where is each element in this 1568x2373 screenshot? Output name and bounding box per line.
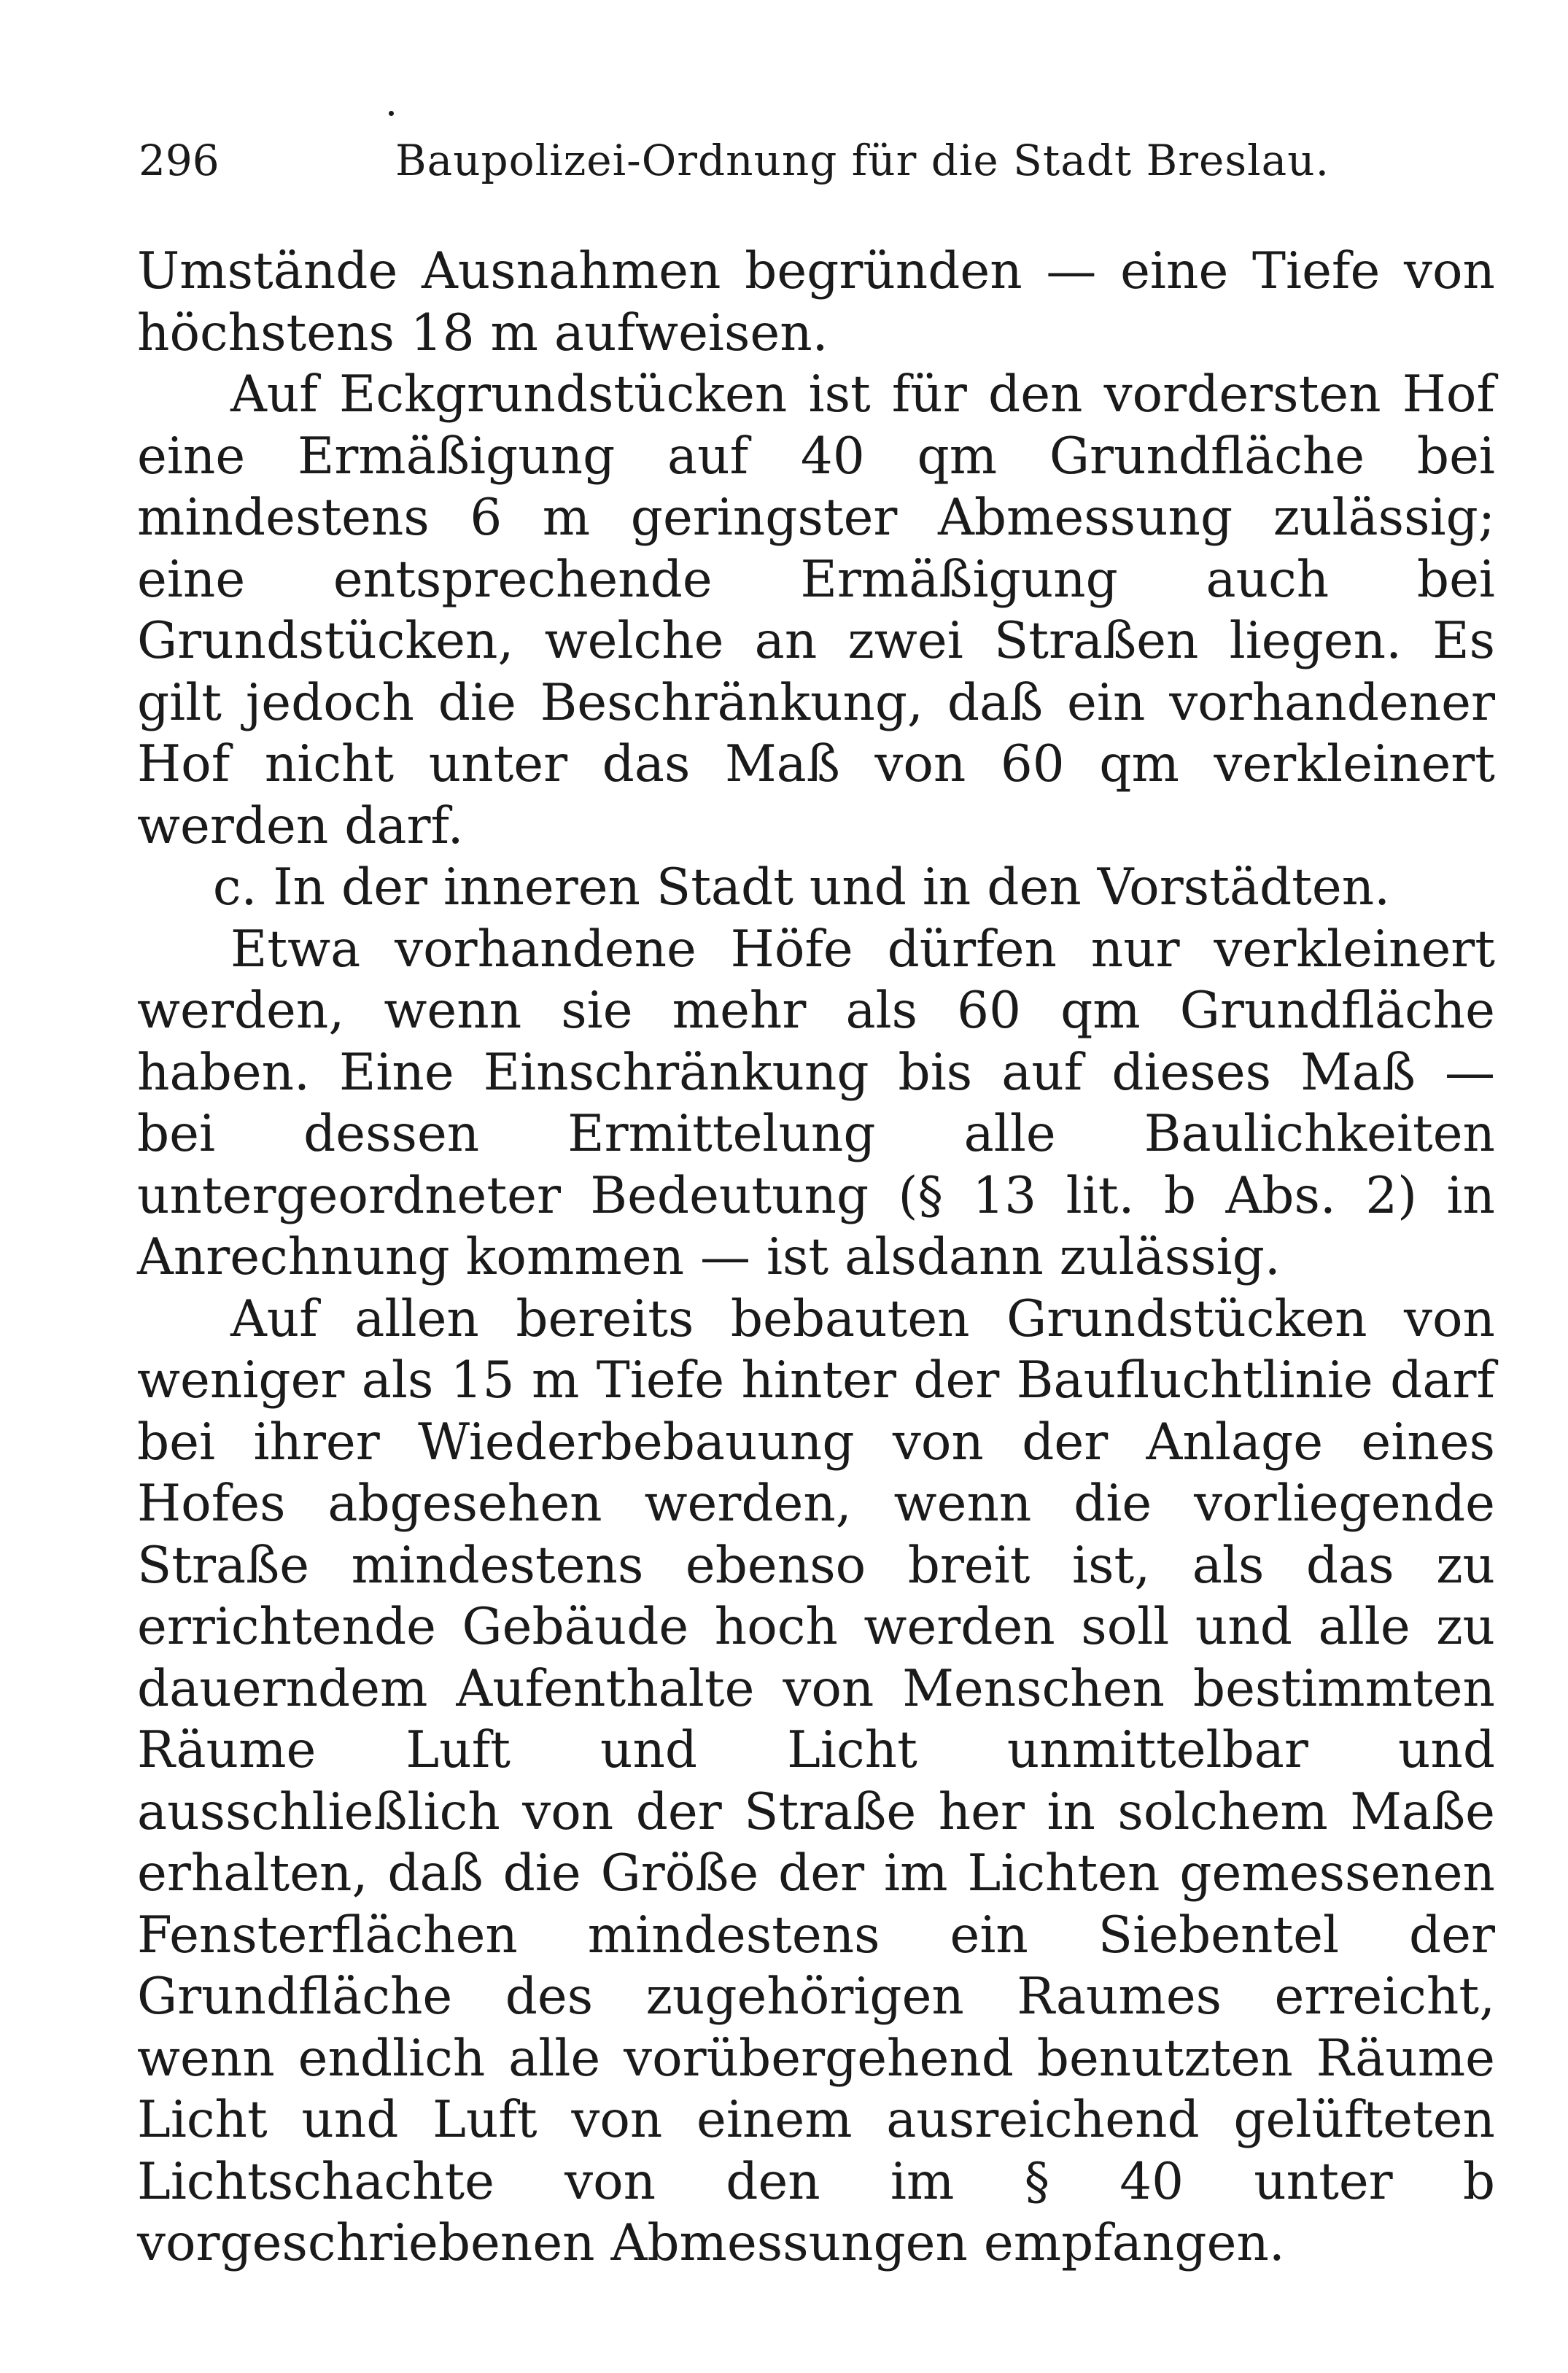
- section-subheading: c. In der inneren Stadt und in den Vorstädten.: [212, 858, 1391, 917]
- paragraph-existing-courtyards: Etwa vorhandene Höfe dürfen nur verkleinert werden, wenn sie mehr als 60 qm Grundfläche haben. Eine Einschränkung bis auf dieses Maß — bei dessen Ermittelung alle Baulichkeiten untergeordneter Bedeutung (§ 13 lit. b Abs. 2) in Anrechnung kommen — ist alsdann zulässig.: [137, 920, 1495, 1286]
- paragraph-corner-plots: Auf Eckgrundstücken ist für den vordersten Hof eine Ermäßigung auf 40 qm Grundfläche bei mindestens 6 m geringster Abmessung zulässig; eine entsprechende Ermäßigung auch bei Grundstücken, welche an zwei Straßen liegen. Es gilt jedoch die Beschränkung, daß ein vorhandener Hof nicht unter das Maß von 60 qm verkleinert werden darf.: [137, 365, 1495, 855]
- paragraph-rebuilt-plots: Auf allen bereits bebauten Grundstücken von weniger als 15 m Tiefe hinter der Baufluchtlinie darf bei ihrer Wiederbebauung von der Anlage eines Hofes abgesehen werden, wenn die vorliegende Straße mindestens ebenso breit ist, als das zu errichtende Gebäude hoch werden soll und alle zu dauerndem Aufenthalte von Menschen bestimmten Räume Luft und Licht unmittelbar und ausschließlich von der Straße her in solchem Maße erhalten, daß die Größe der im Lichten gemessenen Fensterflächen mindestens ein Siebentel der Grundfläche des zugehörigen Raumes erreicht, wenn endlich alle vorübergehend benutzten Räume Licht und Luft von einem ausreichend gelüfteten Lichtschachte von den im § 40 unter b vorgeschriebenen Abmessungen empfangen.: [137, 1289, 1495, 2272]
- page-header: [139, 128, 1495, 193]
- body-text: [137, 241, 1495, 2275]
- paragraph-continuation: Umstände Ausnahmen begründen — eine Tiefe von höchstens 18 m aufweisen.: [137, 242, 1495, 362]
- page-number: 296: [139, 136, 220, 185]
- print-mark: [389, 111, 394, 116]
- running-title: Baupolizei-Ordnung für die Stadt Breslau.: [395, 136, 1330, 185]
